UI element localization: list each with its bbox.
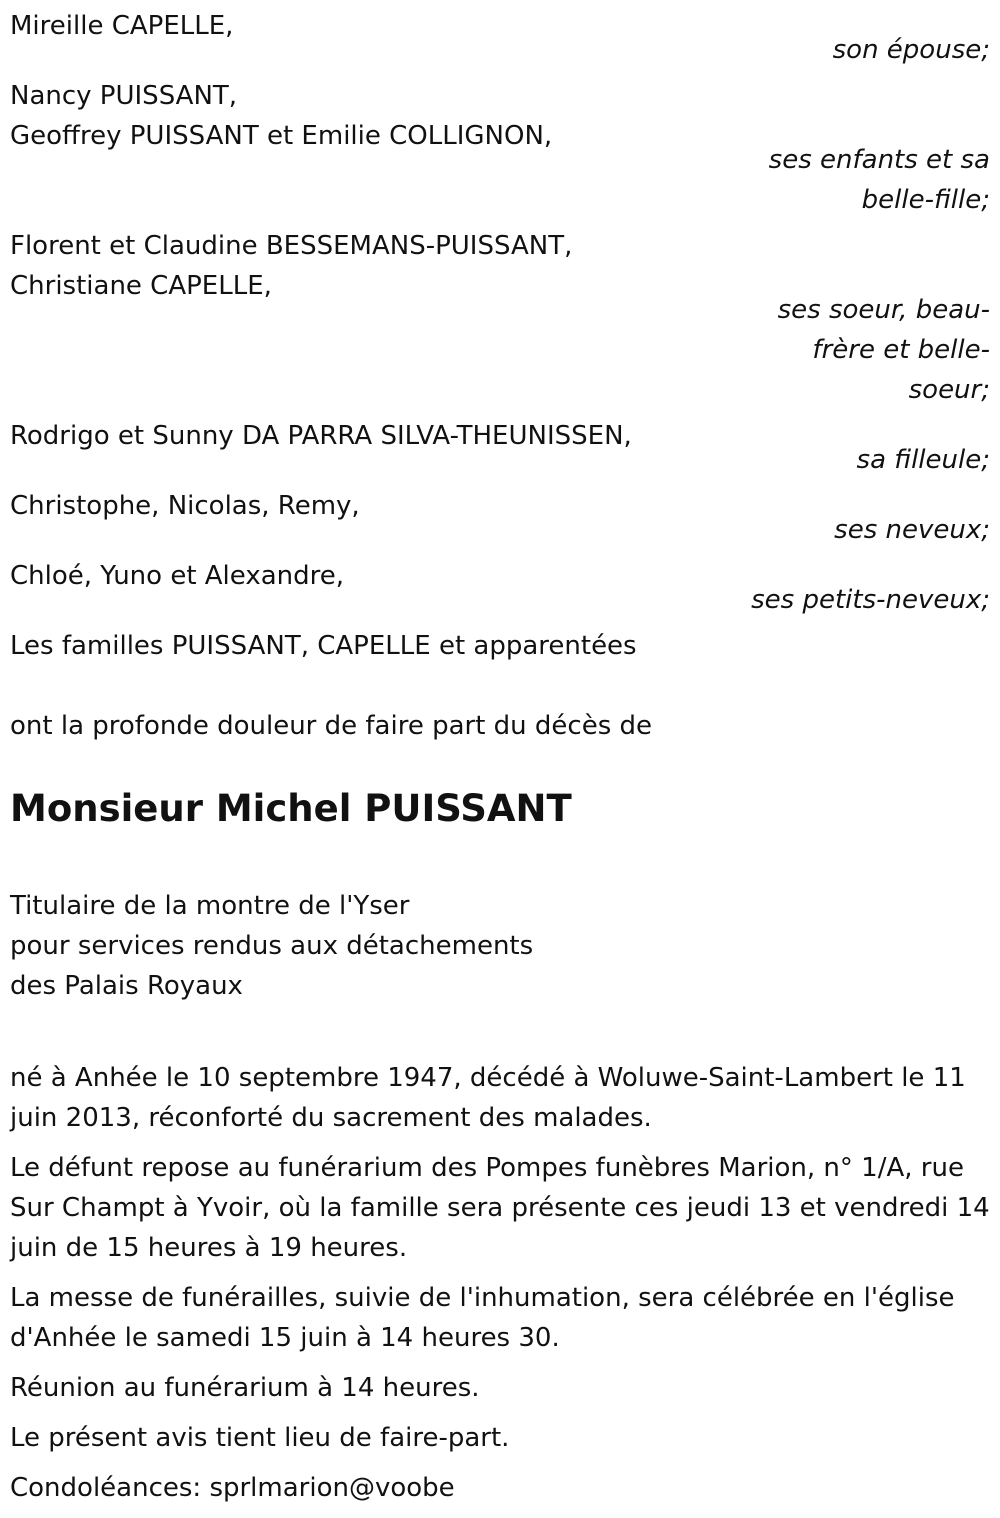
title-line: Titulaire de la montre de l'Yser — [10, 891, 410, 921]
family-name-line: Florent et Claudine BESSEMANS-PUISSANT, — [10, 231, 573, 261]
family-relation: sa filleule; — [856, 445, 990, 475]
birth-death-paragraph: né à Anhée le 10 septembre 1947, décédé à Woluwe-Saint-Lambert le 11 juin 2013, réconforté du sacrement des malades. — [10, 1063, 966, 1133]
family-name-line: Mireille CAPELLE, — [10, 11, 234, 41]
family-relation: ses petits-neveux; — [751, 585, 990, 615]
family-group-nephews — [10, 486, 990, 550]
title-line: pour services rendus aux détachements — [10, 931, 534, 961]
family-name-line: Rodrigo et Sunny DA PARRA SILVA-THEUNISSEN, — [10, 421, 632, 451]
obituary-notice — [10, 6, 990, 1518]
title-line: des Palais Royaux — [10, 971, 243, 1001]
family-group-goddaughter — [10, 416, 990, 480]
notice-paragraph: Le présent avis tient lieu de faire-part. — [10, 1423, 510, 1453]
family-name-line: Geoffrey PUISSANT et Emilie COLLIGNON, — [10, 121, 553, 151]
deceased-titles — [10, 886, 990, 1006]
gathering-paragraph: Réunion au funérarium à 14 heures. — [10, 1373, 480, 1403]
family-group-grandnephews — [10, 556, 990, 620]
family-group-children — [10, 76, 990, 220]
family-name-line: Nancy PUISSANT, — [10, 81, 238, 111]
funeral-home-paragraph: Le défunt repose au funérarium des Pompes funèbres Marion, n° 1/A, rue Sur Champt à Yvoir, où la famille sera présente ces jeudi 13 et vendredi 14 juin de 15 heures à 19 heures. — [10, 1153, 990, 1263]
family-name-line: Christiane CAPELLE, — [10, 271, 272, 301]
family-name-line: Chloé, Yuno et Alexandre, — [10, 561, 345, 591]
deceased-name: Monsieur Michel PUISSANT — [10, 787, 572, 830]
family-relation: ses neveux; — [834, 515, 990, 545]
family-relation: ses enfants et sa belle-fille; — [768, 145, 990, 215]
family-name-line: Christophe, Nicolas, Remy, — [10, 491, 360, 521]
family-relation: son épouse; — [832, 35, 990, 65]
funeral-mass-paragraph: La messe de funérailles, suivie de l'inhumation, sera célébrée en l'église d'Anhée le samedi 15 juin à 14 heures 30. — [10, 1283, 955, 1353]
condolences-paragraph: Condoléances: sprlmarion@voobe — [10, 1473, 455, 1503]
family-closing-line: Les familles PUISSANT, CAPELLE et apparentées — [10, 631, 637, 661]
family-group-spouse — [10, 6, 990, 70]
announcement-intro: ont la profonde douleur de faire part du décès de — [10, 711, 653, 741]
family-relation: ses soeur, beau-frère et belle-soeur; — [777, 295, 990, 405]
family-group-siblings — [10, 226, 990, 410]
